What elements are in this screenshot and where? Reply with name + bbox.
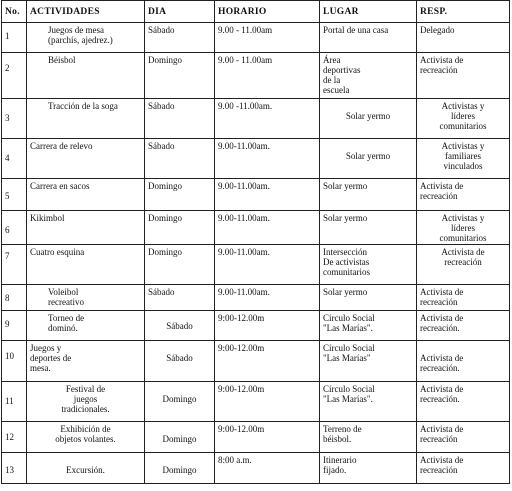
resp-cell: Activista de recreación bbox=[417, 453, 510, 484]
time-cell: 9.00 - 11.00am bbox=[215, 53, 320, 99]
day-cell: Domingo bbox=[145, 53, 215, 99]
table-row bbox=[2, 422, 510, 453]
table-row bbox=[2, 179, 510, 211]
activity-cell: Juegos de mesa (parchís, ajedrez.) bbox=[27, 23, 145, 53]
activity-cell: Cuatro esquina bbox=[27, 245, 145, 285]
row-number: 3 bbox=[2, 99, 27, 139]
table-row bbox=[2, 341, 510, 382]
place-cell: Intersección De activistas comunitarios bbox=[320, 245, 417, 285]
row-number: 4 bbox=[2, 139, 27, 179]
day-cell: Sábado bbox=[145, 23, 215, 53]
table-row bbox=[2, 453, 510, 484]
row-number: 13 bbox=[2, 453, 27, 484]
header-lugar: LUGAR bbox=[320, 1, 417, 23]
header-horario: HORARIO bbox=[215, 1, 320, 23]
place-cell: Área deportivas de la escuela bbox=[320, 53, 417, 99]
table-row bbox=[2, 285, 510, 311]
time-cell: 9.00-11.00am. bbox=[215, 139, 320, 179]
day-cell: Domingo bbox=[145, 179, 215, 211]
activity-cell: Carrera de relevo bbox=[27, 139, 145, 179]
place-cell: Terreno de béisbol. bbox=[320, 422, 417, 453]
activity-cell: Béisbol bbox=[27, 53, 145, 99]
resp-cell: Activistas y líderes comunitarios bbox=[417, 99, 510, 139]
resp-cell: Activista de recreación. bbox=[417, 382, 510, 422]
day-cell: Domingo bbox=[145, 211, 215, 245]
resp-cell: Activista de recreación bbox=[417, 179, 510, 211]
table-row bbox=[2, 211, 510, 245]
activity-cell: Juegos y deportes de mesa. bbox=[27, 341, 145, 382]
activity-cell: Kikimbol bbox=[27, 211, 145, 245]
time-cell: 9:00-12.00m bbox=[215, 341, 320, 382]
header-no: No. bbox=[2, 1, 27, 23]
activity-cell: Voleibol recreativo bbox=[27, 285, 145, 311]
place-cell: Solar yermo bbox=[320, 211, 417, 245]
time-cell: 9:00-12.00m bbox=[215, 422, 320, 453]
schedule-table-container bbox=[1, 0, 509, 489]
activity-cell: Carrera en sacos bbox=[27, 179, 145, 211]
day-cell: Domingo bbox=[145, 245, 215, 285]
time-cell: 9:00-12.00m bbox=[215, 311, 320, 341]
time-cell: 9:00-12.00m bbox=[215, 382, 320, 422]
resp-cell: Activista de recreación. bbox=[417, 311, 510, 341]
table-row bbox=[2, 311, 510, 341]
time-cell: 8:00 a.m. bbox=[215, 453, 320, 484]
day-cell: Sábado bbox=[145, 285, 215, 311]
activity-cell: Torneo de dominó. bbox=[27, 311, 145, 341]
activity-cell: Exhibición de objetos volantes. bbox=[27, 422, 145, 453]
resp-cell: Activista de recreación bbox=[417, 285, 510, 311]
header-resp: RESP. bbox=[417, 1, 510, 23]
day-cell: Domingo bbox=[145, 422, 215, 453]
resp-cell: Activista de recreación bbox=[417, 422, 510, 453]
row-number: 7 bbox=[2, 245, 27, 285]
day-cell: Sábado bbox=[145, 139, 215, 179]
resp-cell: Activista de recreación bbox=[417, 245, 510, 285]
place-cell: Solar yermo bbox=[320, 99, 417, 139]
table-row bbox=[2, 382, 510, 422]
day-cell: Sábado bbox=[145, 99, 215, 139]
time-cell: 9.00-11.00am. bbox=[215, 245, 320, 285]
row-number: 12 bbox=[2, 422, 27, 453]
resp-cell: Activista de recreación. bbox=[417, 341, 510, 382]
table-row bbox=[2, 23, 510, 53]
row-number: 1 bbox=[2, 23, 27, 53]
row-number: 8 bbox=[2, 285, 27, 311]
row-number: 6 bbox=[2, 211, 27, 245]
day-cell: Sábado bbox=[145, 341, 215, 382]
place-cell: Círculo Social "Las Marías" bbox=[320, 341, 417, 382]
table-row bbox=[2, 99, 510, 139]
activities-table bbox=[1, 0, 510, 484]
activity-cell: Excursión. bbox=[27, 453, 145, 484]
time-cell: 9.00-11.00am. bbox=[215, 211, 320, 245]
place-cell: Solar yermo bbox=[320, 179, 417, 211]
table-row bbox=[2, 245, 510, 285]
resp-cell: Activista de recreación bbox=[417, 53, 510, 99]
activity-cell: Tracción de la soga bbox=[27, 99, 145, 139]
time-cell: 9.00 -11.00am. bbox=[215, 99, 320, 139]
header-dia: DIA bbox=[145, 1, 215, 23]
header-actividades: ACTIVIDADES bbox=[27, 1, 145, 23]
time-cell: 9.00-11.00am. bbox=[215, 285, 320, 311]
day-cell: Sábado bbox=[145, 311, 215, 341]
day-cell: Domingo bbox=[145, 453, 215, 484]
row-number: 5 bbox=[2, 179, 27, 211]
time-cell: 9.00-11.00am. bbox=[215, 179, 320, 211]
table-row bbox=[2, 53, 510, 99]
place-cell: Solar yermo bbox=[320, 285, 417, 311]
day-cell: Domingo bbox=[145, 382, 215, 422]
row-number: 9 bbox=[2, 311, 27, 341]
place-cell: Solar yermo bbox=[320, 139, 417, 179]
row-number: 10 bbox=[2, 341, 27, 382]
header-row bbox=[2, 1, 510, 23]
resp-cell: Activistas y familiares vinculados bbox=[417, 139, 510, 179]
row-number: 11 bbox=[2, 382, 27, 422]
place-cell: Portal de una casa bbox=[320, 23, 417, 53]
activity-cell: Festival de juegos tradicionales. bbox=[27, 382, 145, 422]
resp-cell: Activistas y líderes comunitarios bbox=[417, 211, 510, 245]
time-cell: 9.00 - 11.00am bbox=[215, 23, 320, 53]
place-cell: Itinerario fijado. bbox=[320, 453, 417, 484]
resp-cell: Delegado bbox=[417, 23, 510, 53]
row-number: 2 bbox=[2, 53, 27, 99]
place-cell: Círculo Social "Las Marías". bbox=[320, 311, 417, 341]
table-row bbox=[2, 139, 510, 179]
place-cell: Círculo Social "Las Marías". bbox=[320, 382, 417, 422]
